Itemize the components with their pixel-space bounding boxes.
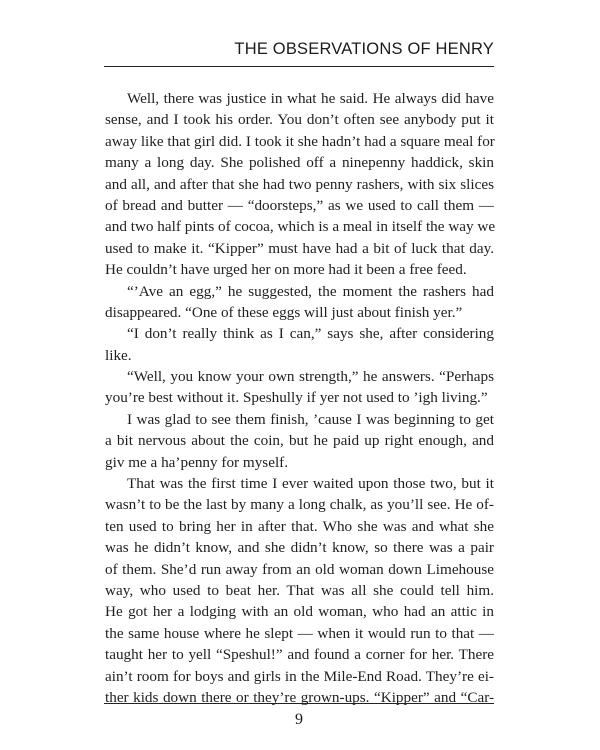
- text-line: He couldn’t have urged her on more had it been a free feed.: [105, 261, 467, 279]
- text-line: and all, and after that she had two penny rashers, with six slices: [105, 175, 494, 193]
- text-line: taught her to yell “Speshul!” and found a corner for her. There: [105, 646, 494, 664]
- text-line: That was the first time I ever waited upon those two, but it: [127, 475, 494, 493]
- text-line: Well, there was justice in what he said. He always did have: [127, 90, 494, 107]
- text-line: I was glad to see them finish, ’cause I was beginning to get: [127, 410, 494, 428]
- text-line: giv me a ha’penny for myself.: [105, 453, 289, 471]
- text-line: ain’t room for boys and girls in the Mile-End Road. They’re ei-: [105, 667, 494, 685]
- text-line: and two half pints of cocoa, which is a meal in itself the way we: [105, 218, 496, 236]
- text-line: many a long day. She polished off a ninepenny haddick, skin: [105, 154, 494, 172]
- text-line: ten used to bring her in after that. Who she was and what she: [105, 517, 494, 535]
- text-line: disappeared. “One of these eggs will just about finish yer.”: [105, 303, 463, 321]
- text-line: wasn’t to be the last by many a long chalk, as you’ll see. He of-: [105, 496, 494, 514]
- text-line: “Well, you know your own strength,” he answers. “Perhaps: [127, 368, 494, 386]
- text-line: sense, and I took his order. You don’t often see anybody put it: [105, 111, 494, 129]
- text-line: of bread and butter — “doorsteps,” as we used to call them —: [105, 196, 494, 214]
- text-line: of them. She’d run away from an old woman down Limehouse: [105, 560, 494, 578]
- header-rule: [104, 66, 494, 67]
- text-line: ther kids down there or they’re grown-ups. “Kipper” and “Car-: [105, 688, 494, 706]
- text-line: like.: [105, 346, 132, 364]
- body-text: [105, 88, 494, 708]
- page-number: 9: [295, 711, 303, 728]
- text-line: you’re best without it. Speshully if yer not used to ’igh living.”: [105, 389, 488, 407]
- footer-rule: [104, 703, 494, 704]
- text-line: away like that girl did. I took it she hadn’t had a square meal for: [105, 132, 495, 150]
- text-line: “I don’t really think as I can,” says she, after considering: [127, 325, 494, 343]
- text-line: “’Ave an egg,” he suggested, the moment the rashers had: [127, 282, 494, 300]
- text-line: the same house where he slept — when it would run to that —: [105, 624, 494, 642]
- text-line: way, who used to beat her. That was all she could tell him.: [105, 581, 494, 599]
- running-header-title: THE OBSERVATIONS OF HENRY: [234, 40, 494, 58]
- text-line: used to make it. “Kipper” must have had a bit of luck that day.: [105, 239, 494, 257]
- text-line: He got her a lodging with an old woman, who had an attic in: [105, 603, 494, 621]
- text-line: a bit nervous about the coin, but he paid up right enough, and: [105, 432, 494, 450]
- text-line: was he didn’t know, and she didn’t know, so there was a pair: [105, 539, 494, 557]
